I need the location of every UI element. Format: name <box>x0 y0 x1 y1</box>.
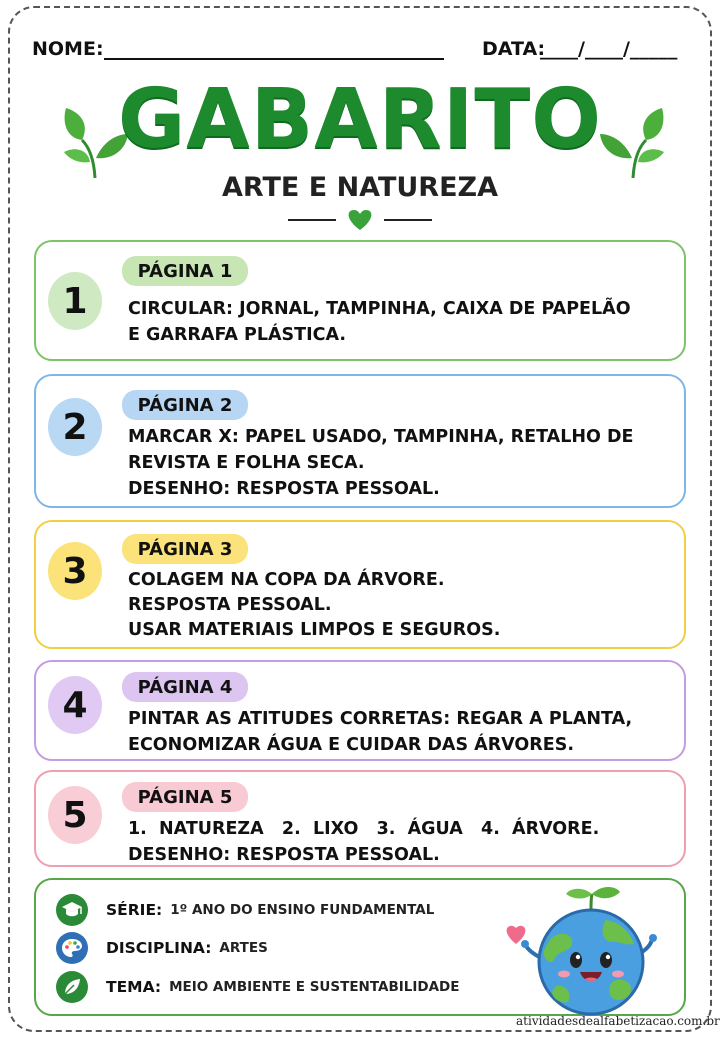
page-tag: PÁGINA 3 <box>122 534 248 564</box>
card-answer <box>128 816 664 868</box>
disciplina-label: DISCIPLINA: <box>106 939 212 957</box>
tema-value: MEIO AMBIENTE E SUSTENTABILIDADE <box>169 979 460 995</box>
card-number: 5 <box>48 786 102 844</box>
name-field[interactable] <box>104 58 444 60</box>
answer-line: DESENHO: RESPOSTA PESSOAL. <box>128 479 440 499</box>
serie-row <box>56 894 434 926</box>
page-tag: PÁGINA 4 <box>122 672 248 702</box>
answer-line: ECONOMIZAR ÁGUA E CUIDAR DAS ÁRVORES. <box>128 735 574 755</box>
heart-divider-icon <box>280 208 440 232</box>
serie-value: 1º ANO DO ENSINO FUNDAMENTAL <box>170 902 435 918</box>
page-title: GABARITO <box>117 72 603 167</box>
page-subtitle: ARTE E NATUREZA <box>221 172 499 203</box>
answer-line: MARCAR X: PAPEL USADO, TAMPINHA, RETALHO DE <box>128 427 634 447</box>
answer-line: 1. NATUREZA 2. LIXO 3. ÁGUA 4. ÁRVORE. <box>128 819 600 839</box>
page-tag: PÁGINA 5 <box>122 782 248 812</box>
card-answer <box>128 706 664 758</box>
answer-line: USAR MATERIAIS LIMPOS E SEGUROS. <box>128 620 501 640</box>
answer-line: DESENHO: RESPOSTA PESSOAL. <box>128 845 440 865</box>
header-fields <box>32 34 692 64</box>
answer-line: RESPOSTA PESSOAL. <box>128 595 332 615</box>
card-number: 4 <box>48 676 102 734</box>
answer-line: COLAGEM NA COPA DA ÁRVORE. <box>128 570 445 590</box>
answer-line: E GARRAFA PLÁSTICA. <box>128 325 346 345</box>
answer-line: PINTAR AS ATITUDES CORRETAS: REGAR A PLANTA, <box>128 709 633 729</box>
leaf-icon <box>56 971 88 1003</box>
answer-line: CIRCULAR: JORNAL, TAMPINHA, CAIXA DE PAPELÃO <box>128 299 631 319</box>
card-answer <box>128 424 664 502</box>
card-answer <box>128 568 664 643</box>
date-label: DATA: <box>482 38 546 60</box>
answer-card-5 <box>34 770 686 867</box>
name-label: NOME: <box>32 38 104 60</box>
answer-card-1 <box>34 240 686 361</box>
answer-card-4 <box>34 660 686 761</box>
disciplina-row <box>56 932 268 964</box>
card-number: 2 <box>48 398 102 456</box>
answer-card-3 <box>34 520 686 649</box>
serie-label: SÉRIE: <box>106 901 163 919</box>
disciplina-value: ARTES <box>219 940 268 956</box>
website-credit: atividadesdealfabetizacao.com.br <box>516 1014 720 1028</box>
page-tag: PÁGINA 2 <box>122 390 248 420</box>
tema-row <box>56 971 459 1003</box>
palette-icon <box>56 932 88 964</box>
tema-label: TEMA: <box>106 978 162 996</box>
page-tag: PÁGINA 1 <box>122 256 248 286</box>
earth-mascot-icon <box>496 880 666 1020</box>
card-answer <box>128 296 664 348</box>
date-field[interactable]: ____/____/_____ <box>540 38 678 60</box>
answer-line: REVISTA E FOLHA SECA. <box>128 453 365 473</box>
graduation-cap-icon <box>56 894 88 926</box>
answer-card-2 <box>34 374 686 508</box>
card-number: 1 <box>48 272 102 330</box>
card-number: 3 <box>48 542 102 600</box>
